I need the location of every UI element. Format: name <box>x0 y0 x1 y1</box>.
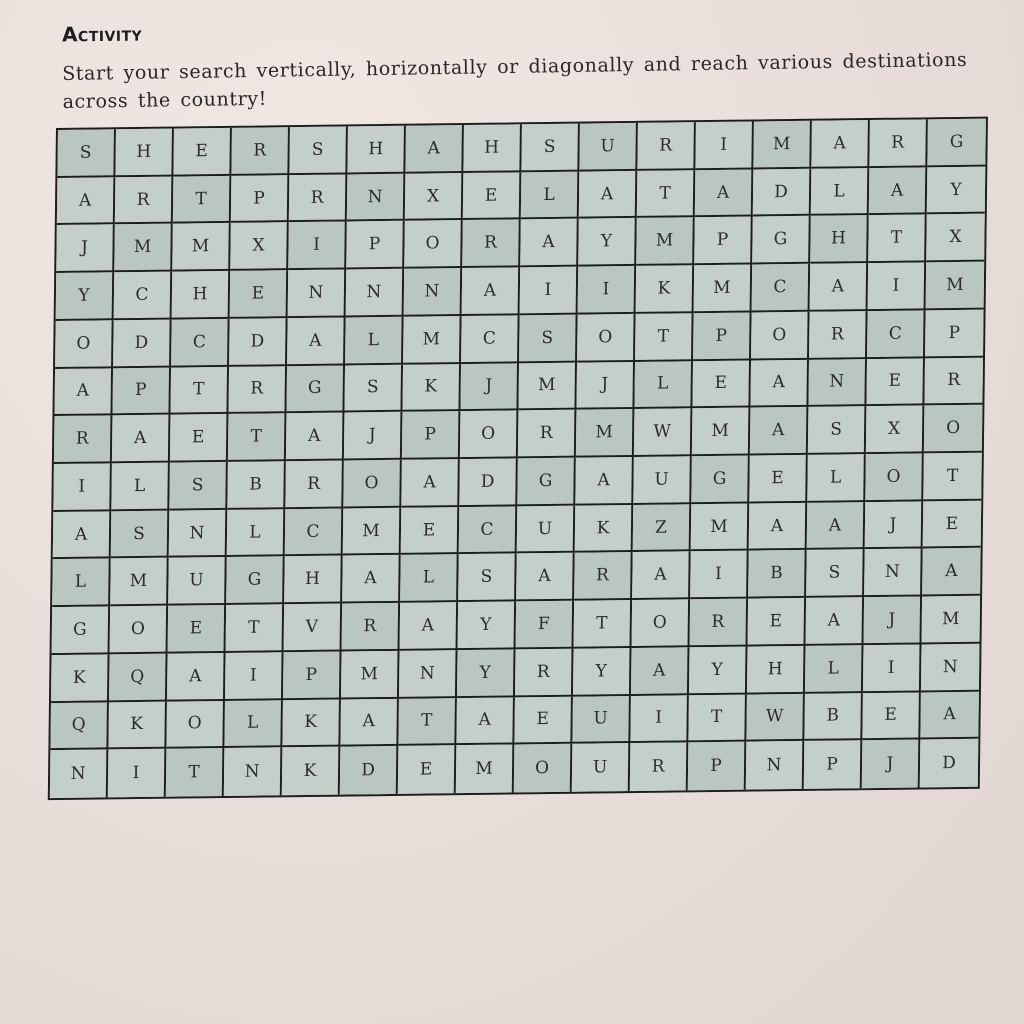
grid-cell-r2-c3[interactable]: T <box>173 176 232 224</box>
word-search-grid <box>48 117 988 801</box>
grid-cell-r3-c7[interactable]: O <box>404 220 463 268</box>
grid-cell-r9-c5[interactable]: C <box>285 508 344 556</box>
grid-cell-r4-c4[interactable]: E <box>230 270 289 318</box>
grid-cell-r8-c14[interactable]: L <box>807 454 866 502</box>
grid-cell-r7-c2[interactable]: A <box>112 415 171 463</box>
grid-cell-r9-c15[interactable]: J <box>865 501 924 549</box>
grid-cell-r6-c16[interactable]: R <box>924 357 983 405</box>
grid-cell-r10-c7[interactable]: L <box>400 555 459 603</box>
grid-cell-r8-c1[interactable]: I <box>53 463 112 511</box>
grid-cell-r3-c6[interactable]: P <box>346 221 405 269</box>
grid-cell-r10-c16[interactable]: A <box>922 548 981 596</box>
grid-cell-r7-c16[interactable]: O <box>924 405 983 453</box>
grid-cell-r11-c11[interactable]: O <box>632 599 691 647</box>
grid-cell-r4-c10[interactable]: I <box>578 266 637 314</box>
grid-cell-r13-c15[interactable]: E <box>862 692 921 740</box>
grid-cell-r2-c5[interactable]: R <box>289 174 348 222</box>
grid-cell-r3-c5[interactable]: I <box>288 222 347 270</box>
grid-cell-r11-c8[interactable]: Y <box>458 602 517 650</box>
grid-cell-r8-c5[interactable]: R <box>285 461 344 509</box>
grid-cell-r3-c10[interactable]: Y <box>578 218 637 266</box>
grid-cell-r9-c14[interactable]: A <box>807 502 866 550</box>
grid-cell-r10-c15[interactable]: N <box>864 549 923 597</box>
grid-cell-r6-c3[interactable]: T <box>170 366 229 414</box>
grid-cell-r12-c9[interactable]: R <box>515 649 574 697</box>
grid-cell-r11-c7[interactable]: A <box>400 602 459 650</box>
grid-cell-r8-c3[interactable]: S <box>169 462 228 510</box>
grid-cell-r5-c4[interactable]: D <box>229 318 288 366</box>
grid-cell-r4-c13[interactable]: C <box>752 264 811 312</box>
grid-cell-r2-c7[interactable]: X <box>405 173 464 221</box>
grid-cell-r7-c11[interactable]: W <box>634 409 693 457</box>
grid-cell-r8-c11[interactable]: U <box>633 456 692 504</box>
grid-cell-r1-c2[interactable]: H <box>115 129 174 177</box>
grid-cell-r11-c9[interactable]: F <box>516 601 575 649</box>
grid-cell-r12-c8[interactable]: Y <box>457 649 516 697</box>
grid-cell-r13-c12[interactable]: T <box>688 694 747 742</box>
grid-cell-r1-c13[interactable]: M <box>753 121 812 169</box>
grid-cell-r9-c1[interactable]: A <box>53 511 112 559</box>
grid-cell-r11-c10[interactable]: T <box>574 600 633 648</box>
grid-cell-r6-c1[interactable]: A <box>54 368 113 416</box>
grid-cell-r9-c3[interactable]: N <box>169 510 228 558</box>
grid-cell-r5-c5[interactable]: A <box>287 317 346 365</box>
grid-cell-r1-c11[interactable]: R <box>637 122 696 170</box>
grid-cell-r3-c11[interactable]: M <box>636 218 695 266</box>
grid-cell-r7-c12[interactable]: M <box>692 408 751 456</box>
grid-cell-r5-c11[interactable]: T <box>635 313 694 361</box>
grid-cell-r11-c12[interactable]: R <box>690 599 749 647</box>
grid-cell-r7-c13[interactable]: A <box>750 407 809 455</box>
grid-cell-r14-c1[interactable]: N <box>50 750 109 798</box>
grid-cell-r2-c11[interactable]: T <box>637 170 696 218</box>
grid-cell-r10-c2[interactable]: M <box>110 558 169 606</box>
grid-cell-r3-c14[interactable]: H <box>810 215 869 263</box>
grid-cell-r4-c3[interactable]: H <box>172 271 231 319</box>
grid-cell-r10-c10[interactable]: R <box>574 552 633 600</box>
grid-cell-r8-c6[interactable]: O <box>343 460 402 508</box>
grid-cell-r12-c4[interactable]: I <box>225 652 284 700</box>
grid-cell-r6-c8[interactable]: J <box>460 363 519 411</box>
grid-cell-r14-c14[interactable]: P <box>804 740 863 788</box>
grid-cell-r3-c13[interactable]: G <box>752 216 811 264</box>
grid-cell-r5-c16[interactable]: P <box>925 310 984 358</box>
grid-cell-r14-c5[interactable]: K <box>282 747 341 795</box>
grid-cell-r9-c13[interactable]: A <box>749 503 808 551</box>
grid-cell-r10-c11[interactable]: A <box>632 552 691 600</box>
grid-cell-r9-c7[interactable]: E <box>401 507 460 555</box>
grid-cell-r4-c8[interactable]: A <box>462 267 521 315</box>
grid-cell-r3-c9[interactable]: A <box>520 219 579 267</box>
grid-cell-r5-c2[interactable]: D <box>113 319 172 367</box>
grid-cell-r11-c3[interactable]: E <box>168 605 227 653</box>
grid-cell-r6-c15[interactable]: E <box>866 358 925 406</box>
grid-cell-r8-c10[interactable]: A <box>575 457 634 505</box>
grid-cell-r4-c6[interactable]: N <box>346 269 405 317</box>
grid-cell-r8-c12[interactable]: G <box>691 456 750 504</box>
grid-cell-r5-c9[interactable]: S <box>519 314 578 362</box>
grid-cell-r9-c4[interactable]: L <box>227 509 286 557</box>
grid-cell-r2-c2[interactable]: R <box>115 176 174 224</box>
grid-cell-r13-c13[interactable]: W <box>746 693 805 741</box>
grid-cell-r10-c9[interactable]: A <box>516 553 575 601</box>
grid-cell-r3-c12[interactable]: P <box>694 217 753 265</box>
grid-cell-r9-c2[interactable]: S <box>111 510 170 558</box>
grid-cell-r14-c12[interactable]: P <box>688 742 747 790</box>
grid-cell-r5-c15[interactable]: C <box>867 310 926 358</box>
grid-cell-r6-c2[interactable]: P <box>112 367 171 415</box>
grid-cell-r12-c13[interactable]: H <box>747 646 806 694</box>
grid-cell-r12-c14[interactable]: L <box>805 645 864 693</box>
grid-cell-r13-c8[interactable]: A <box>456 697 515 745</box>
grid-cell-r11-c1[interactable]: G <box>52 607 111 655</box>
grid-cell-r10-c6[interactable]: A <box>342 555 401 603</box>
grid-cell-r7-c10[interactable]: M <box>576 409 635 457</box>
grid-cell-r5-c14[interactable]: R <box>809 311 868 359</box>
grid-cell-r5-c3[interactable]: C <box>171 319 230 367</box>
grid-cell-r6-c13[interactable]: A <box>750 359 809 407</box>
grid-cell-r1-c14[interactable]: A <box>811 120 870 168</box>
grid-cell-r4-c1[interactable]: Y <box>56 272 115 320</box>
grid-cell-r1-c16[interactable]: G <box>927 119 986 167</box>
grid-cell-r2-c1[interactable]: A <box>57 177 116 225</box>
grid-cell-r7-c4[interactable]: T <box>228 413 287 461</box>
activity-heading: Activity <box>61 21 143 47</box>
grid-cell-r11-c2[interactable]: O <box>110 606 169 654</box>
grid-cell-r4-c14[interactable]: A <box>810 263 869 311</box>
grid-cell-r5-c8[interactable]: C <box>461 315 520 363</box>
grid-cell-r1-c1[interactable]: S <box>57 129 116 177</box>
grid-cell-r7-c5[interactable]: A <box>286 413 345 461</box>
grid-cell-r13-c4[interactable]: L <box>224 700 283 748</box>
grid-cell-r1-c9[interactable]: S <box>521 124 580 172</box>
grid-cell-r6-c6[interactable]: S <box>344 364 403 412</box>
grid-cell-r10-c1[interactable]: L <box>52 559 111 607</box>
grid-cell-r6-c12[interactable]: E <box>692 360 751 408</box>
grid-cell-r8-c9[interactable]: G <box>517 458 576 506</box>
grid-cell-r14-c9[interactable]: O <box>514 744 573 792</box>
grid-cell-r4-c7[interactable]: N <box>404 268 463 316</box>
grid-cell-r10-c4[interactable]: G <box>226 557 285 605</box>
grid-cell-r6-c4[interactable]: R <box>228 366 287 414</box>
grid-cell-r8-c13[interactable]: E <box>749 455 808 503</box>
grid-cell-r8-c4[interactable]: B <box>227 461 286 509</box>
grid-cell-r2-c13[interactable]: D <box>753 168 812 216</box>
grid-cell-r13-c2[interactable]: K <box>108 701 167 749</box>
grid-cell-r12-c11[interactable]: A <box>631 647 690 695</box>
grid-cell-r2-c14[interactable]: L <box>811 168 870 216</box>
grid-cell-r5-c10[interactable]: O <box>577 314 636 362</box>
grid-cell-r7-c3[interactable]: E <box>170 414 229 462</box>
grid-cell-r13-c3[interactable]: O <box>166 701 225 749</box>
grid-cell-r5-c1[interactable]: O <box>55 320 114 368</box>
grid-cell-r8-c7[interactable]: A <box>401 459 460 507</box>
grid-cell-r14-c15[interactable]: J <box>862 740 921 788</box>
grid-cell-r12-c12[interactable]: Y <box>689 646 748 694</box>
grid-cell-r12-c7[interactable]: N <box>399 650 458 698</box>
grid-cell-r8-c16[interactable]: T <box>923 453 982 501</box>
word-search-puzzle <box>48 117 988 801</box>
grid-cell-r4-c15[interactable]: I <box>868 263 927 311</box>
grid-cell-r2-c12[interactable]: A <box>695 169 754 217</box>
grid-cell-r11-c6[interactable]: R <box>342 603 401 651</box>
grid-cell-r9-c10[interactable]: K <box>575 505 634 553</box>
grid-cell-r14-c10[interactable]: U <box>572 743 631 791</box>
grid-cell-r11-c13[interactable]: E <box>748 598 807 646</box>
grid-cell-r7-c7[interactable]: P <box>402 411 461 459</box>
grid-cell-r9-c9[interactable]: U <box>517 505 576 553</box>
grid-cell-r9-c6[interactable]: M <box>343 508 402 556</box>
grid-cell-r5-c6[interactable]: L <box>345 317 404 365</box>
grid-cell-r1-c5[interactable]: S <box>289 126 348 174</box>
grid-cell-r6-c11[interactable]: L <box>634 361 693 409</box>
grid-cell-r3-c1[interactable]: J <box>56 225 115 273</box>
grid-cell-r5-c12[interactable]: P <box>693 312 752 360</box>
grid-cell-r13-c5[interactable]: K <box>282 699 341 747</box>
grid-cell-r5-c7[interactable]: M <box>403 316 462 364</box>
grid-cell-r14-c13[interactable]: N <box>746 741 805 789</box>
grid-cell-r1-c7[interactable]: A <box>405 125 464 173</box>
grid-cell-r10-c5[interactable]: H <box>284 556 343 604</box>
grid-cell-r6-c14[interactable]: N <box>808 359 867 407</box>
grid-cell-r13-c16[interactable]: A <box>920 691 979 739</box>
grid-cell-r1-c10[interactable]: U <box>579 123 638 171</box>
grid-cell-r11-c14[interactable]: A <box>806 597 865 645</box>
grid-cell-r11-c16[interactable]: M <box>921 596 980 644</box>
grid-cell-r11-c5[interactable]: V <box>284 604 343 652</box>
grid-cell-r8-c15[interactable]: O <box>865 453 924 501</box>
grid-cell-r14-c3[interactable]: T <box>166 748 225 796</box>
grid-cell-r3-c15[interactable]: T <box>868 215 927 263</box>
grid-cell-r2-c16[interactable]: Y <box>927 166 986 214</box>
grid-cell-r1-c8[interactable]: H <box>463 124 522 172</box>
grid-cell-r7-c15[interactable]: X <box>866 406 925 454</box>
grid-cell-r7-c8[interactable]: O <box>460 411 519 459</box>
grid-cell-r7-c1[interactable]: R <box>54 416 113 464</box>
grid-cell-r11-c4[interactable]: T <box>226 604 285 652</box>
grid-cell-r12-c15[interactable]: I <box>863 644 922 692</box>
grid-cell-r13-c7[interactable]: T <box>398 698 457 746</box>
grid-cell-r13-c9[interactable]: E <box>514 696 573 744</box>
grid-cell-r14-c8[interactable]: M <box>456 745 515 793</box>
grid-cell-r2-c6[interactable]: N <box>347 173 406 221</box>
grid-cell-r14-c16[interactable]: D <box>920 739 979 787</box>
grid-cell-r14-c11[interactable]: R <box>630 743 689 791</box>
grid-cell-r12-c6[interactable]: M <box>341 651 400 699</box>
grid-cell-r10-c13[interactable]: B <box>748 550 807 598</box>
grid-cell-r12-c2[interactable]: Q <box>109 654 168 702</box>
grid-cell-r4-c11[interactable]: K <box>636 265 695 313</box>
grid-cell-r7-c14[interactable]: S <box>808 406 867 454</box>
grid-cell-r10-c12[interactable]: I <box>690 551 749 599</box>
grid-cell-r4-c5[interactable]: N <box>288 270 347 318</box>
grid-cell-r10-c8[interactable]: S <box>458 554 517 602</box>
grid-cell-r6-c7[interactable]: K <box>402 364 461 412</box>
grid-cell-r1-c12[interactable]: I <box>695 121 754 169</box>
grid-cell-r12-c10[interactable]: Y <box>573 648 632 696</box>
grid-cell-r9-c12[interactable]: M <box>691 503 750 551</box>
grid-cell-r12-c16[interactable]: N <box>921 644 980 692</box>
grid-cell-r8-c8[interactable]: D <box>459 458 518 506</box>
grid-cell-r14-c4[interactable]: N <box>224 748 283 796</box>
grid-cell-r13-c1[interactable]: Q <box>50 702 109 750</box>
grid-cell-r1-c6[interactable]: H <box>347 126 406 174</box>
grid-cell-r9-c16[interactable]: E <box>923 500 982 548</box>
grid-cell-r1-c15[interactable]: R <box>869 119 928 167</box>
grid-cell-r14-c7[interactable]: E <box>398 745 457 793</box>
grid-cell-r5-c13[interactable]: O <box>751 312 810 360</box>
grid-cell-r3-c3[interactable]: M <box>172 223 231 271</box>
grid-cell-r7-c6[interactable]: J <box>344 412 403 460</box>
grid-cell-r6-c10[interactable]: J <box>576 362 635 410</box>
grid-cell-r2-c4[interactable]: P <box>231 175 290 223</box>
grid-cell-r11-c15[interactable]: J <box>864 597 923 645</box>
grid-cell-r6-c9[interactable]: M <box>518 362 577 410</box>
grid-cell-r8-c2[interactable]: L <box>111 463 170 511</box>
grid-cell-r4-c2[interactable]: C <box>114 272 173 320</box>
grid-cell-r4-c9[interactable]: I <box>520 267 579 315</box>
grid-cell-r1-c3[interactable]: E <box>173 128 232 176</box>
grid-cell-r10-c14[interactable]: S <box>806 550 865 598</box>
grid-cell-r10-c3[interactable]: U <box>168 557 227 605</box>
grid-cell-r13-c10[interactable]: U <box>572 696 631 744</box>
grid-cell-r9-c8[interactable]: C <box>459 506 518 554</box>
grid-cell-r9-c11[interactable]: Z <box>633 504 692 552</box>
grid-cell-r4-c16[interactable]: M <box>926 262 985 310</box>
activity-instructions: Start your search vertically, horizontally or diagonally and reach various destinations across the country! <box>62 48 968 113</box>
grid-cell-r3-c8[interactable]: R <box>462 220 521 268</box>
grid-cell-r13-c6[interactable]: A <box>340 698 399 746</box>
grid-cell-r3-c2[interactable]: M <box>114 224 173 272</box>
grid-cell-r3-c4[interactable]: X <box>230 223 289 271</box>
grid-cell-r4-c12[interactable]: M <box>694 265 753 313</box>
grid-cell-r13-c14[interactable]: B <box>804 693 863 741</box>
grid-cell-r12-c5[interactable]: P <box>283 651 342 699</box>
grid-cell-r2-c15[interactable]: A <box>869 167 928 215</box>
grid-cell-r2-c9[interactable]: L <box>521 171 580 219</box>
grid-cell-r14-c6[interactable]: D <box>340 746 399 794</box>
grid-cell-r12-c1[interactable]: K <box>51 654 110 702</box>
grid-cell-r12-c3[interactable]: A <box>167 653 226 701</box>
grid-cell-r13-c11[interactable]: I <box>630 695 689 743</box>
grid-cell-r14-c2[interactable]: I <box>108 749 167 797</box>
grid-cell-r1-c4[interactable]: R <box>231 127 290 175</box>
grid-cell-r7-c9[interactable]: R <box>518 410 577 458</box>
grid-cell-r3-c16[interactable]: X <box>926 214 985 262</box>
grid-cell-r2-c10[interactable]: A <box>579 171 638 219</box>
grid-cell-r2-c8[interactable]: E <box>463 172 522 220</box>
grid-cell-r6-c5[interactable]: G <box>286 365 345 413</box>
